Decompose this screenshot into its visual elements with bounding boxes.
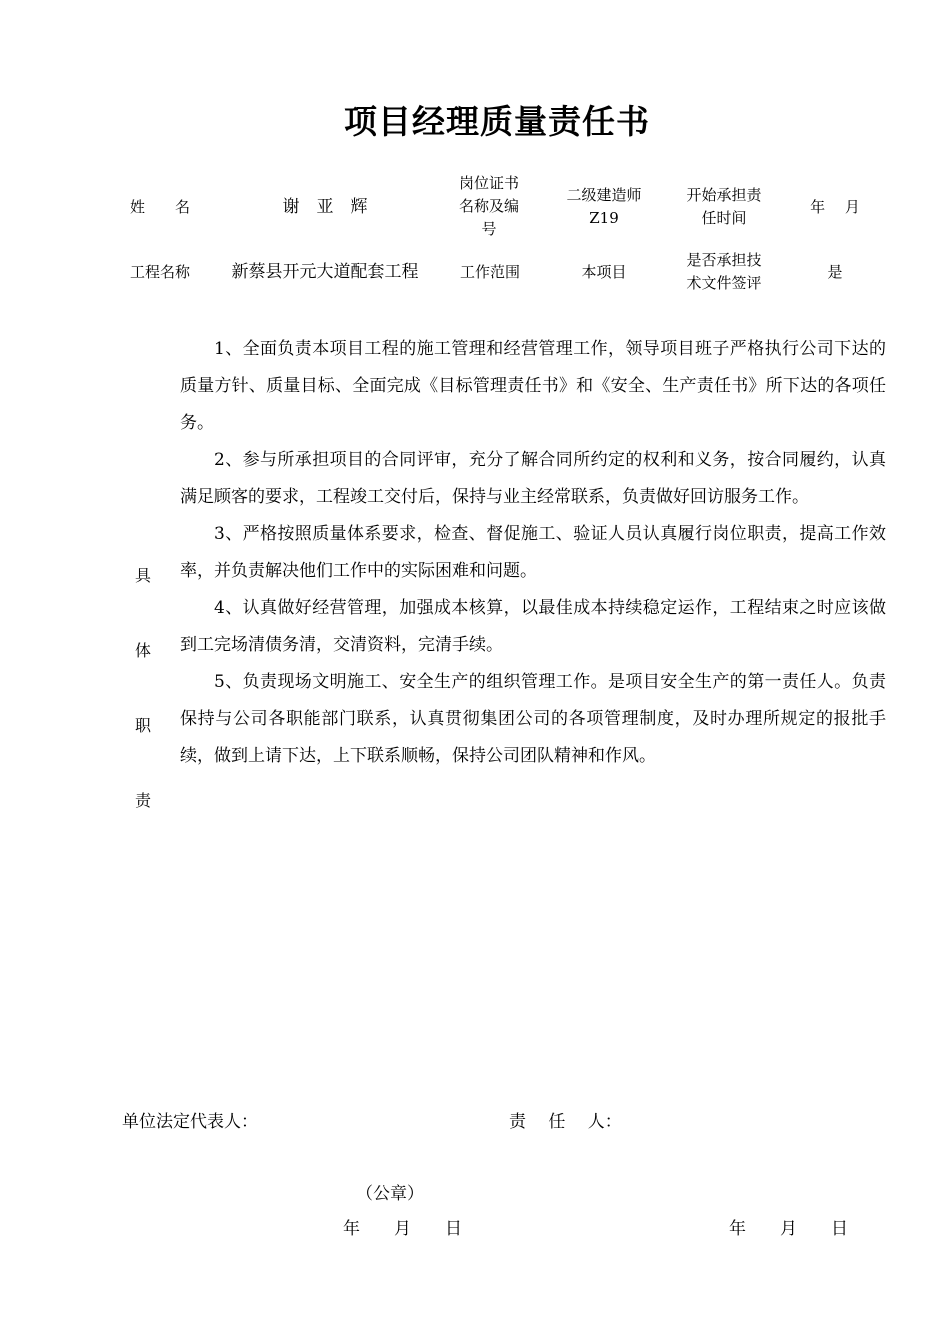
- tech-sign-label: 是否承担技术文件签评: [686, 251, 762, 292]
- start-time-label: 开始承担责任时间: [686, 186, 762, 227]
- duty-item: 1、全面负责本项目工程的施工管理和经营管理工作，领导项目班子严格执行公司下达的质量方针、质量目标、全面完成《目标管理责任书》和《安全、生产责任书》所下达的各项任务。: [180, 339, 886, 433]
- duty-item: 3、严格按照质量体系要求，检查、督促施工、验证人员认真履行岗位职责，提高工作效率，并负责解决他们工作中的实际困难和问题。: [180, 524, 886, 581]
- work-scope-value: 本项目: [581, 263, 627, 281]
- responsible-person-label: 责 任 人：: [509, 1112, 622, 1132]
- duty-item: 5、负责现场文明施工、安全生产的组织管理工作。是项目安全生产的第一责任人。负责保持与公司各职能部门联系，认真贯彻集团公司的各项管理制度，及时办理所规定的报批手续，做到上请下达，上下联系顺畅，保持公司团队精神和作风。: [180, 672, 886, 766]
- date-left: 年 月 日: [343, 1219, 462, 1239]
- tech-sign-value: 是: [827, 263, 843, 281]
- duty-item: 4、认真做好经营管理，加强成本核算，以最佳成本持续稳定运作，工程结束之时应该做到工完场清债务清，交清资料，完清手续。: [180, 598, 886, 655]
- project-name-value: 新蔡县开元大道配套工程: [231, 262, 419, 282]
- duties-list: [180, 331, 886, 775]
- legal-representative-label: 单位法定代表人：: [122, 1112, 258, 1132]
- cert-label: 岗位证书名称及编号: [458, 174, 519, 238]
- duties-label-4: 责: [134, 791, 151, 810]
- duties-label-1: 具: [134, 566, 151, 585]
- official-seal-label: （公章）: [356, 1184, 424, 1204]
- name-label: 姓 名: [129, 198, 190, 216]
- name-value: 谢 亚 辉: [282, 197, 368, 217]
- duties-label-2: 体: [134, 641, 151, 660]
- cert-value-1: 二级建造师: [566, 186, 642, 204]
- duty-item: 2、参与所承担项目的合同评审，充分了解合同所约定的权利和义务，按合同履约，认真满足顾客的要求，工程竣工交付后，保持与业主经常联系，负责做好回访服务工作。: [180, 450, 886, 507]
- work-scope-label: 工作范围: [459, 263, 520, 281]
- duties-label-3: 职: [134, 716, 151, 735]
- project-name-label: 工程名称: [129, 263, 190, 281]
- cert-value-2: Z19: [589, 209, 619, 227]
- date-right: 年 月 日: [729, 1219, 848, 1239]
- start-time-value: 年 月: [810, 198, 860, 216]
- document-title: 项目经理质量责任书: [344, 102, 650, 141]
